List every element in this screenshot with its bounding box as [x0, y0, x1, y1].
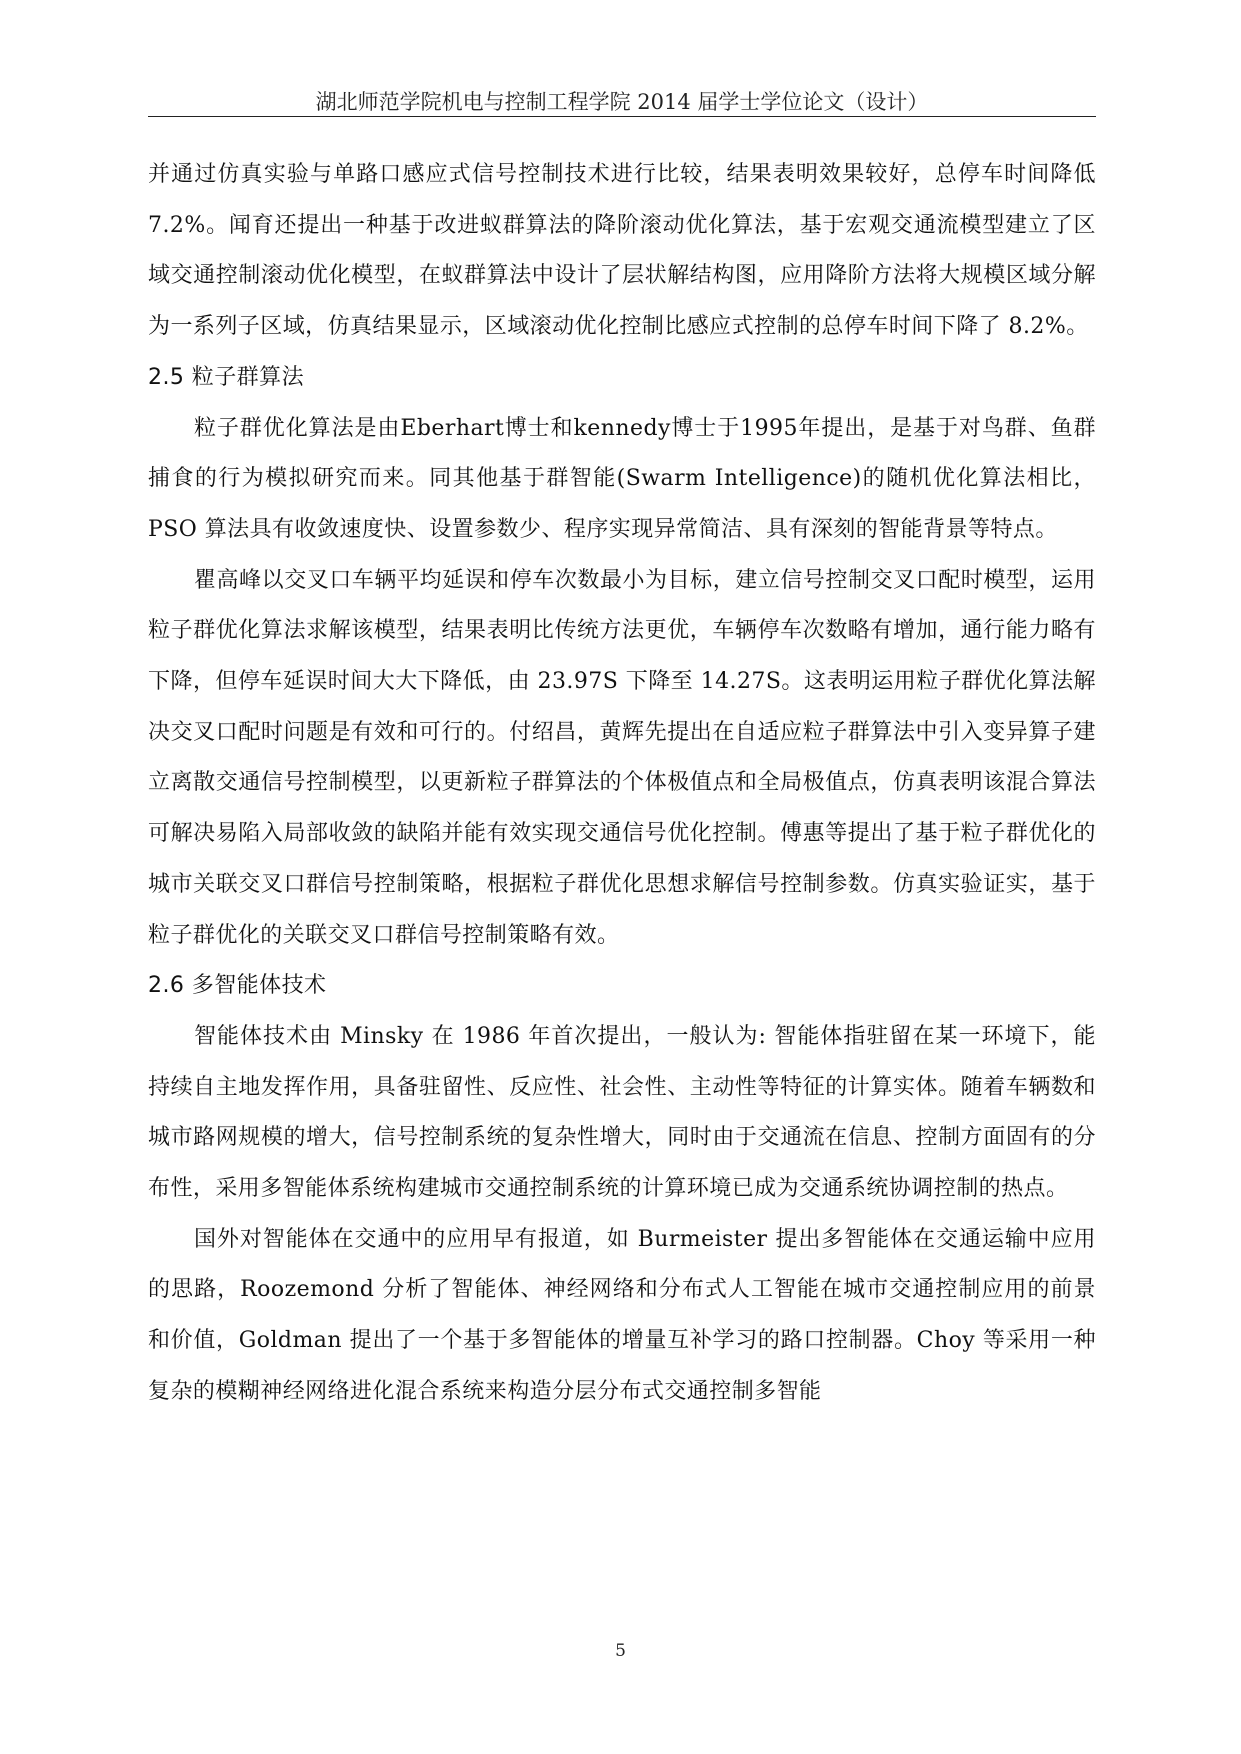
paragraph: 瞿高峰以交叉口车辆平均延误和停车次数最小为目标，建立信号控制交叉口配时模型，运用粒子群优化算法求解该模型，结果表明比传统方法更优，车辆停车次数略有增加，通行能力略有下降，但停车延误时间大大下降低，由 23.97S 下降至 14.27S。这表明运用粒子群优化算法解决交叉口配时问题是有效和可行的。付绍昌，黄辉先提出在自适应粒子群算法中引入变异算子建立离散交通信号控制模型，以更新粒子群算法的个体极值点和全局极值点，仿真表明该混合算法可解决易陷入局部收敛的缺陷并能有效实现交通信号优化控制。傅惠等提出了基于粒子群优化的城市关联交叉口群信号控制策略，根据粒子群优化思想求解信号控制参数。仿真实验证实，基于粒子群优化的关联交叉口群信号控制策略有效。: [148, 567, 1096, 948]
paragraph: 粒子群优化算法是由Eberhart博士和kennedy博士于1995年提出，是基于对鸟群、鱼群捕食的行为模拟研究而来。同其他基于群智能(Swarm Intelligence)的随机优化算法相比，PSO 算法具有收敛速度快、设置参数少、程序实现异常简洁、具有深刻的智能背景等特点。: [148, 415, 1096, 542]
paragraph: 智能体技术由 Minsky 在 1986 年首次提出，一般认为: 智能体指驻留在某一环境下，能持续自主地发挥作用，具备驻留性、反应性、社会性、主动性等特征的计算实体。随着车辆数和城市路网规模的增大，信号控制系统的复杂性增大，同时由于交通流在信息、控制方面固有的分布性，采用多智能体系统构建城市交通控制系统的计算环境已成为交通系统协调控制的热点。: [148, 1023, 1096, 1202]
running-header: 湖北师范学院机电与控制工程学院 2014 届学士学位论文（设计）: [315, 90, 929, 114]
paragraph: 国外对智能体在交通中的应用早有报道，如 Burmeister 提出多智能体在交通运输中应用的思路，Roozemond 分析了智能体、神经网络和分布式人工智能在城市交通控制应用的前景和价值，Goldman 提出了一个基于多智能体的增量互补学习的路口控制器。Choy 等采用一种复杂的模糊神经网络进化混合系统来构造分层分布式交通控制多智能: [148, 1226, 1096, 1404]
paragraph-continued: 并通过仿真实验与单路口感应式信号控制技术进行比较，结果表明效果较好，总停车时间降低 7.2%。闻育还提出一种基于改进蚁群算法的降阶滚动优化算法，基于宏观交通流模型建立了区域交通控制滚动优化模型，在蚁群算法中设计了层状解结构图，应用降阶方法将大规模区域分解为一系列子区域，仿真结果显示，区域滚动优化控制比感应式控制的总停车时间下降了 8.2%。: [148, 162, 1096, 340]
document-body: [148, 150, 1096, 1418]
header-divider: [148, 116, 1096, 117]
section-heading-2-5: 2.5 粒子群算法: [148, 364, 305, 390]
section-heading-2-6: 2.6 多智能体技术: [148, 973, 327, 999]
page-number: 5: [615, 1641, 626, 1661]
